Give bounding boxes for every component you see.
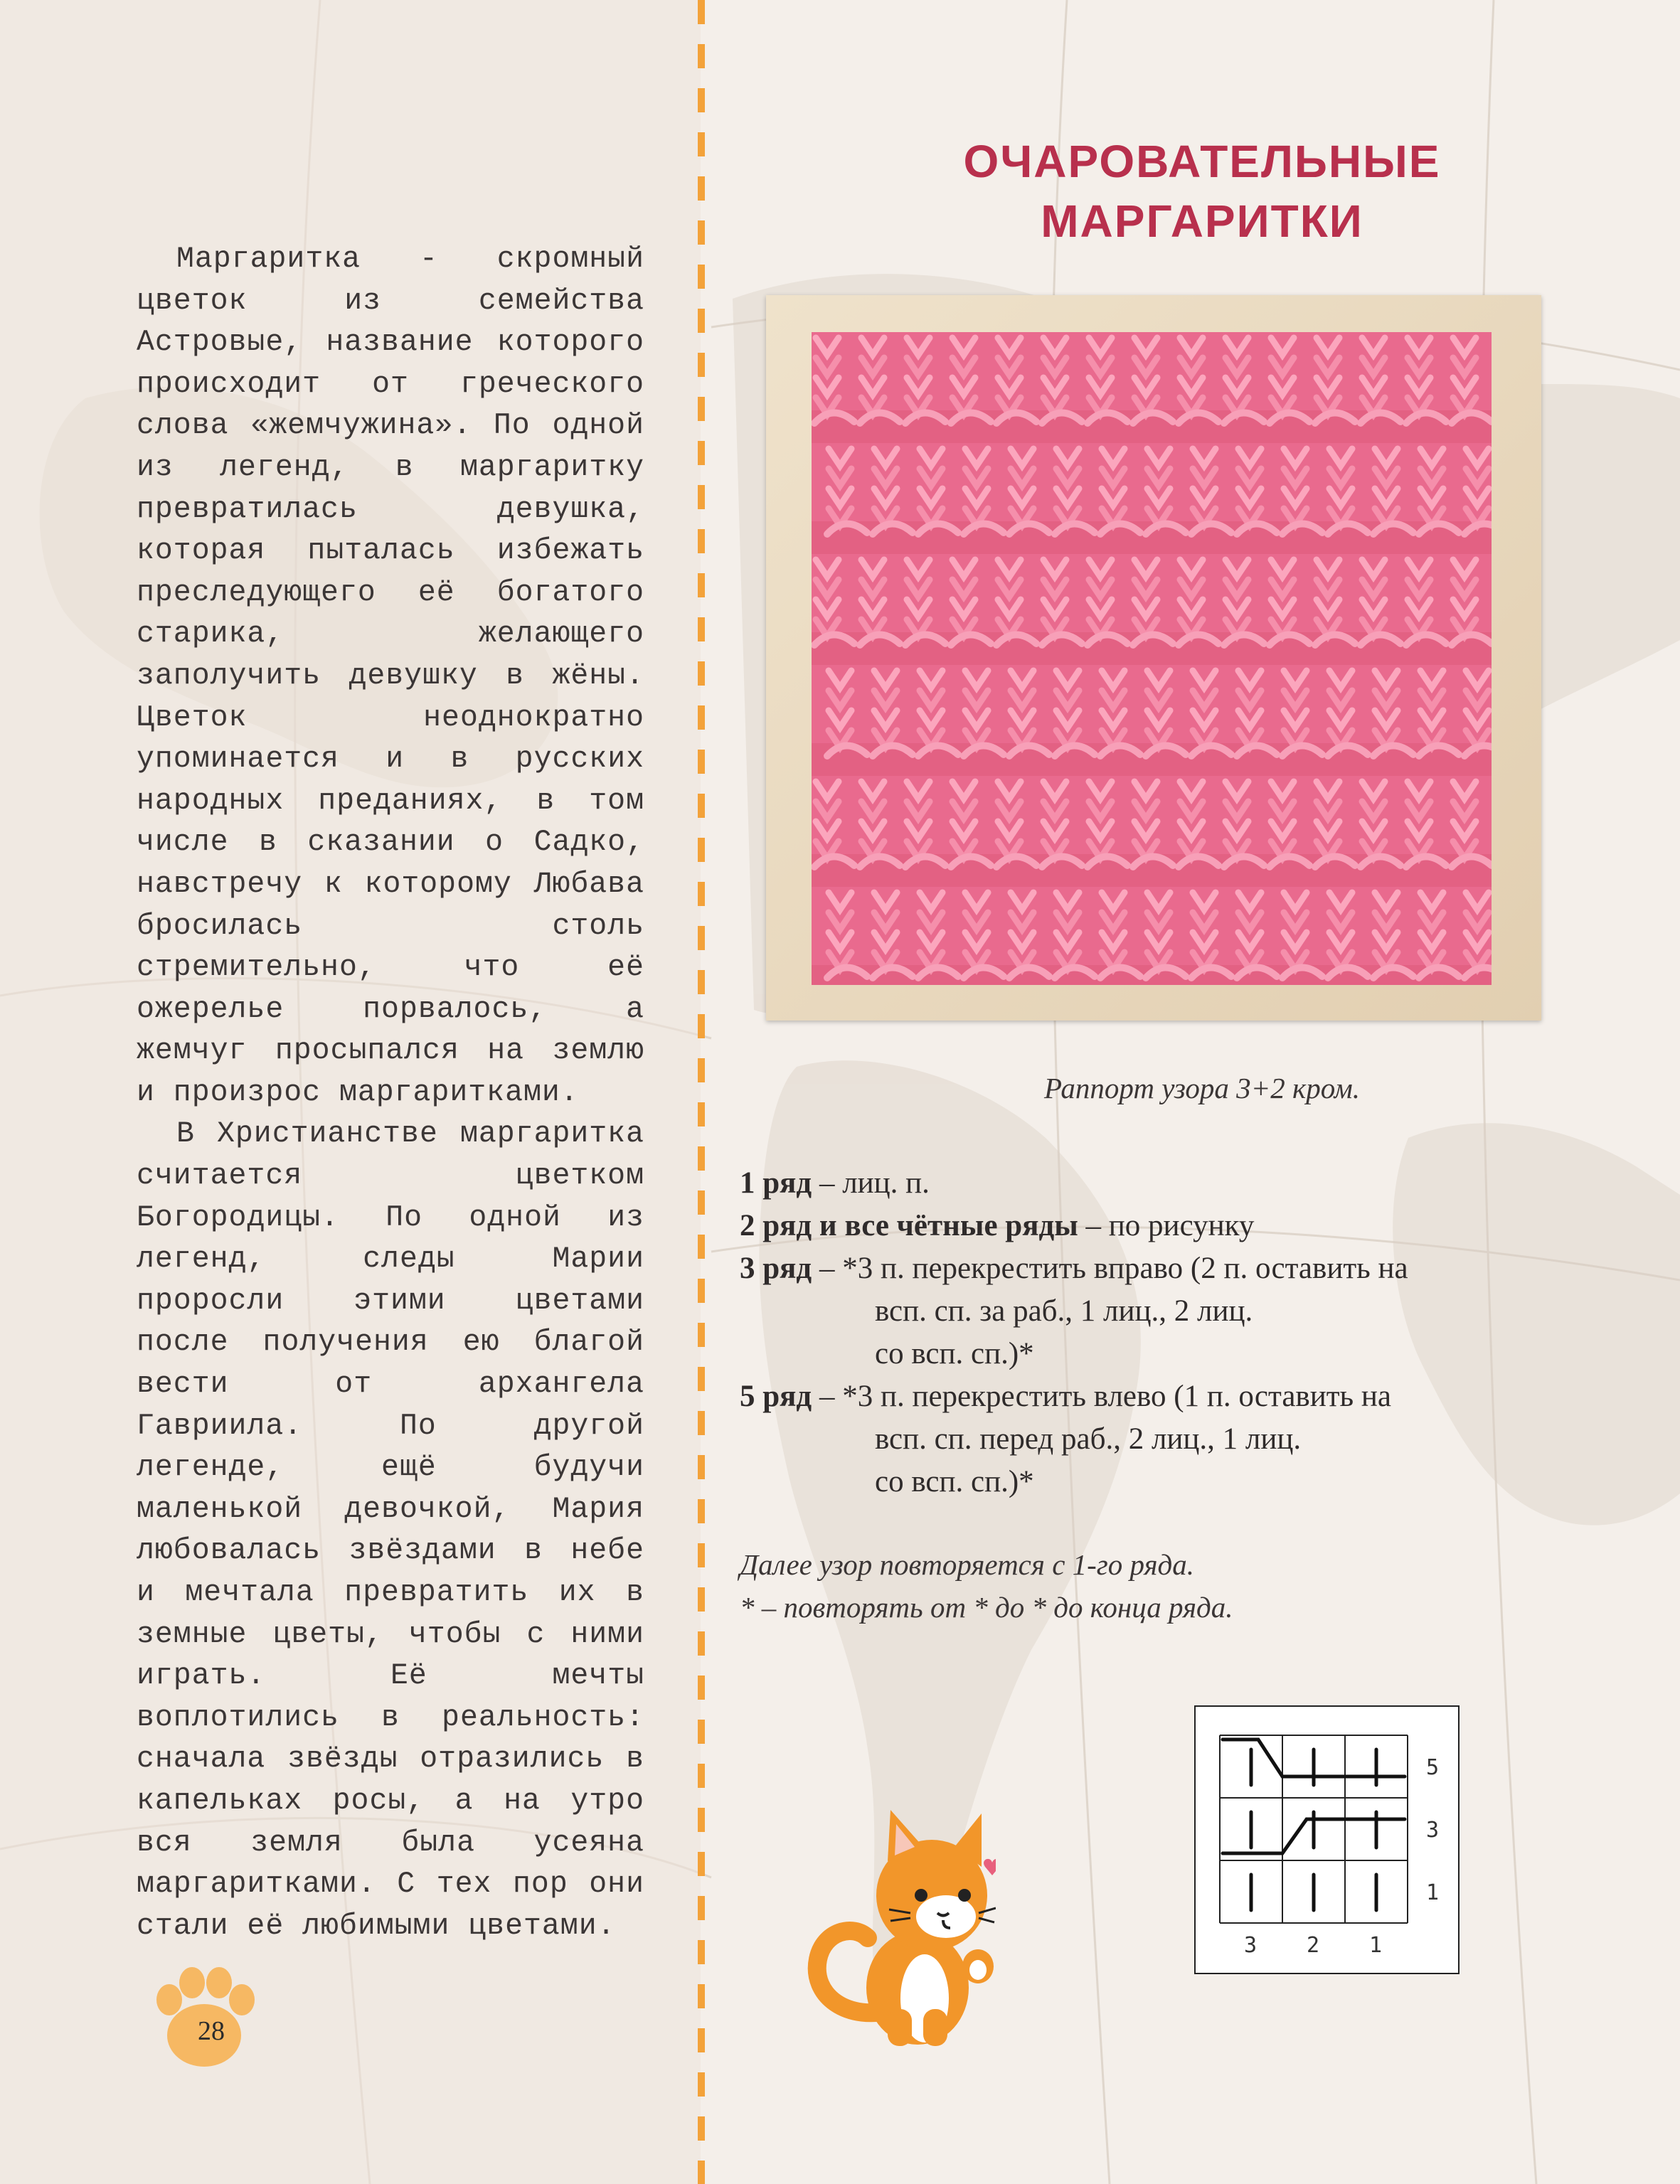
chart-col-label-1: 1: [1369, 1933, 1383, 1958]
knitting-chart: [1194, 1705, 1460, 1974]
page-title: [740, 132, 1664, 251]
notes: [740, 1543, 1593, 1629]
story-paragraph-2: В Христианстве маргаритка считается цветком Богородицы. По одной из легенд, следы Марии проросли этими цветами после получения ею благой вести от архангела Гавриила. По другой легенде, ещё будучи маленькой девочкой, Мария любовалась звёздами в небе и мечтала превратить их в земные цветы, чтобы с ними играть. Её мечты воплотились в реальность: сначала звёзды отразились в капельках росы, а на утро вся земля была усеяна маргаритками. С тех пор они стали её любимыми цветами.: [137, 1117, 644, 1943]
cat-illustration: [804, 1796, 996, 2048]
dashed-divider: [698, 0, 705, 2184]
chart-col-label-3: 3: [1244, 1933, 1258, 1958]
story-paragraph-1: Маргаритка - скромный цветок из семейства Астровые, название которого происходит от греческого слова «жемчужина». По одной из легенд, в маргаритку превратилась девушка, которая пыталась избежать преследующего её богатого старика, желающего заполучить девушку в жёны. Цветок неоднократно упоминается и в русских народных преданиях, в том числе в сказании о Садко, навстречу к которому Любава бросилась столь стремительно, что её ожерелье порвалось, а жемчуг просыпался на землю и произрос маргаритками.: [137, 243, 644, 1109]
chart-grid: [1194, 1705, 1460, 1974]
photo-frame: [766, 295, 1541, 1021]
title-line-1: ОЧАРОВАТЕЛЬНЫЕ: [963, 136, 1441, 187]
instruction-row-3-cont-2: со всп. сп.)*: [875, 1337, 1034, 1370]
title-line-2: МАРГАРИТКИ: [1041, 196, 1363, 247]
instruction-row-2: 2 ряд и все чётные ряды – по рисунку: [740, 1209, 1255, 1242]
instruction-row-3: 3 ряд – *3 п. перекрестить вправо (2 п. оставить на: [740, 1252, 1408, 1285]
instruction-row-5: 5 ряд – *3 п. перекрестить влево (1 п. оставить на: [740, 1380, 1391, 1413]
knitting-sample-photo: [812, 332, 1492, 985]
chart-row-label-5: 5: [1426, 1755, 1440, 1780]
knitted-fabric-illustration: [812, 332, 1492, 985]
chart-row-label-3: 3: [1426, 1818, 1440, 1843]
instruction-row-5-cont-1: всп. сп. перед раб., 2 лиц., 1 лиц.: [875, 1422, 1302, 1456]
chart-row-label-1: 1: [1426, 1880, 1440, 1905]
instructions: [740, 1162, 1593, 1503]
instruction-row-1: 1 ряд – лиц. п.: [740, 1166, 930, 1200]
instruction-row-5-cont-2: со всп. сп.)*: [875, 1465, 1034, 1498]
story-text: [137, 239, 644, 1947]
page-number: 28: [198, 2016, 225, 2046]
pattern-caption: Раппорт узора 3+2 кром.: [1043, 1072, 1361, 1104]
note-asterisk: * – повторять от * до * до конца ряда.: [740, 1591, 1233, 1624]
note-repeat: Далее узор повторяется с 1-го ряда.: [740, 1548, 1195, 1581]
instruction-row-3-cont-1: всп. сп. за раб., 1 лиц., 2 лиц.: [875, 1294, 1253, 1328]
chart-col-label-2: 2: [1307, 1933, 1320, 1958]
